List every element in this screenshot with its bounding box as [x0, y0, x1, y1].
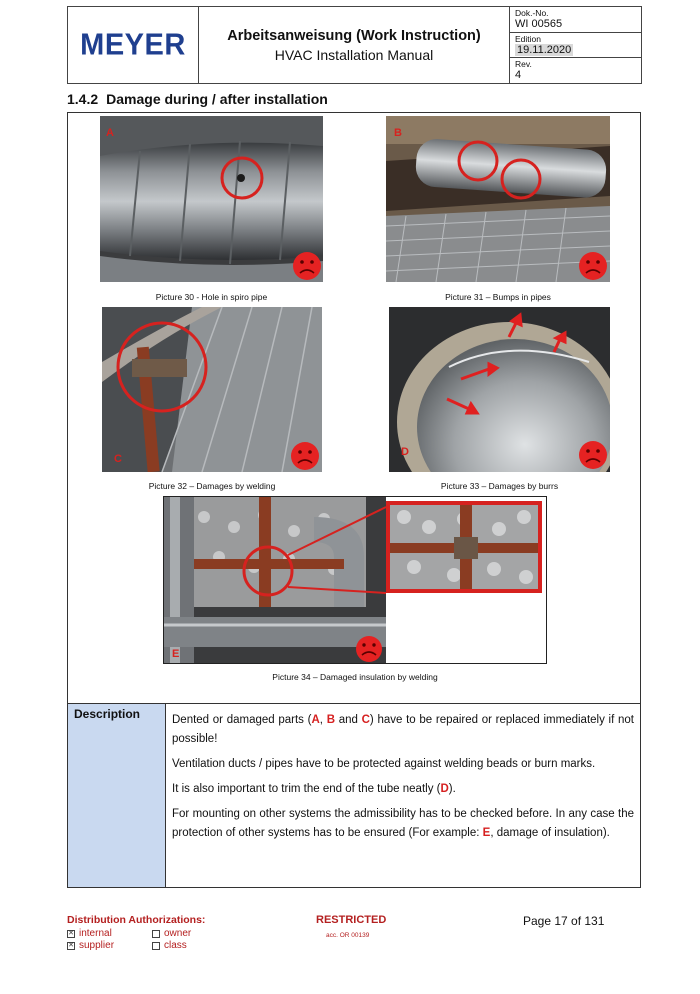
content-box — [67, 112, 641, 888]
ref-e: E — [482, 827, 491, 839]
distribution-options — [67, 928, 237, 952]
doc-no-value: WI 00565 — [515, 17, 563, 30]
doc-no-label: Dok.-No. — [515, 7, 549, 18]
meyer-logo: MEYER — [80, 27, 186, 62]
description-label: Description — [68, 704, 166, 887]
document-title: Arbeitsanweisung (Work Instruction) — [227, 27, 481, 44]
p3-text-end: ). — [448, 783, 456, 795]
internal-checkbox: ✕ — [68, 930, 74, 937]
description-paragraph-3 — [172, 780, 634, 799]
owner-label: owner — [164, 928, 192, 939]
p1-text-start: Dented or damaged parts ( — [172, 714, 312, 726]
rev-label: Rev. — [515, 59, 532, 70]
picture-letter-a: A — [106, 127, 114, 139]
ref-d: D — [440, 783, 449, 795]
section-heading — [67, 91, 328, 107]
restricted-label: RESTRICTED — [316, 914, 387, 926]
option-class — [152, 940, 237, 952]
option-internal — [67, 928, 152, 940]
caption-picture-32: Picture 32 – Damages by welding — [148, 481, 276, 491]
class-label: class — [164, 940, 187, 951]
picture-33-damages-by-burrs — [389, 307, 610, 472]
p4-text-start: For mounting on other systems the admissibility has to be checked before. In any case the protection of other systems has to be ensured (For example: — [172, 808, 634, 839]
document-subtitle: HVAC Installation Manual — [274, 46, 434, 63]
edition-label: Edition — [515, 33, 541, 44]
edition-value: 19.11.2020 — [517, 43, 572, 56]
description-paragraph-1 — [172, 711, 634, 749]
description-body — [172, 711, 634, 849]
picture-letter-d: D — [401, 446, 409, 458]
section-title: Damage during / after installation — [106, 91, 328, 107]
caption-picture-33: Picture 33 – Damages by burrs — [440, 481, 559, 491]
section-number: 1.4.2 — [67, 91, 99, 107]
caption-picture-31: Picture 31 – Bumps in pipes — [445, 292, 551, 302]
document-footer — [67, 914, 642, 958]
restricted-reference: acc. OR 00139 — [326, 932, 370, 939]
ref-a: A — [311, 714, 320, 726]
picture-31-bumps-in-pipes — [386, 116, 610, 282]
picture-letter-b: B — [394, 127, 402, 139]
ref-c: C — [361, 714, 370, 726]
rev-value: 4 — [515, 69, 522, 82]
description-paragraph-4 — [172, 805, 634, 843]
caption-picture-30: Picture 30 - Hole in spiro pipe — [155, 292, 268, 302]
doc-no-row — [510, 7, 641, 32]
p3-text-start: It is also important to trim the end of the tube neatly ( — [172, 783, 441, 795]
p1-sep-2: and — [335, 714, 362, 726]
caption-picture-34: Picture 34 – Damaged insulation by welding — [272, 672, 438, 682]
title-cell — [199, 7, 510, 83]
description-paragraph-2: Ventilation ducts / pipes have to be protected against welding beads or burn marks. — [172, 758, 596, 770]
picture-32-damages-by-welding — [102, 307, 322, 472]
meta-cell — [510, 7, 641, 83]
supplier-label: supplier — [79, 940, 115, 951]
picture-letter-c: C — [114, 453, 122, 465]
edition-row — [510, 32, 641, 58]
distribution-title: Distribution Authorizations: — [67, 914, 206, 926]
ref-b: B — [326, 714, 335, 726]
internal-label: internal — [79, 928, 112, 939]
page-number: Page 17 of 131 — [523, 914, 605, 928]
supplier-checkbox: ✕ — [68, 942, 74, 949]
document-header — [67, 6, 642, 84]
p1-sep-1: , — [319, 714, 327, 726]
picture-letter-e: E — [172, 648, 180, 660]
logo-cell — [68, 7, 199, 83]
option-supplier — [67, 940, 152, 952]
p4-text-end: , damage of insulation). — [490, 827, 610, 839]
class-checkbox — [152, 942, 160, 950]
option-owner — [152, 928, 237, 940]
owner-checkbox — [152, 930, 160, 938]
picture-30-hole-in-spiro-pipe — [100, 116, 323, 282]
pictures-area — [68, 113, 640, 704]
rev-row — [510, 57, 641, 83]
p1-text-end: ) have to be repaired or replaced immediately if not possible! — [172, 714, 634, 745]
picture-34-damaged-insulation-by-welding — [163, 496, 547, 664]
